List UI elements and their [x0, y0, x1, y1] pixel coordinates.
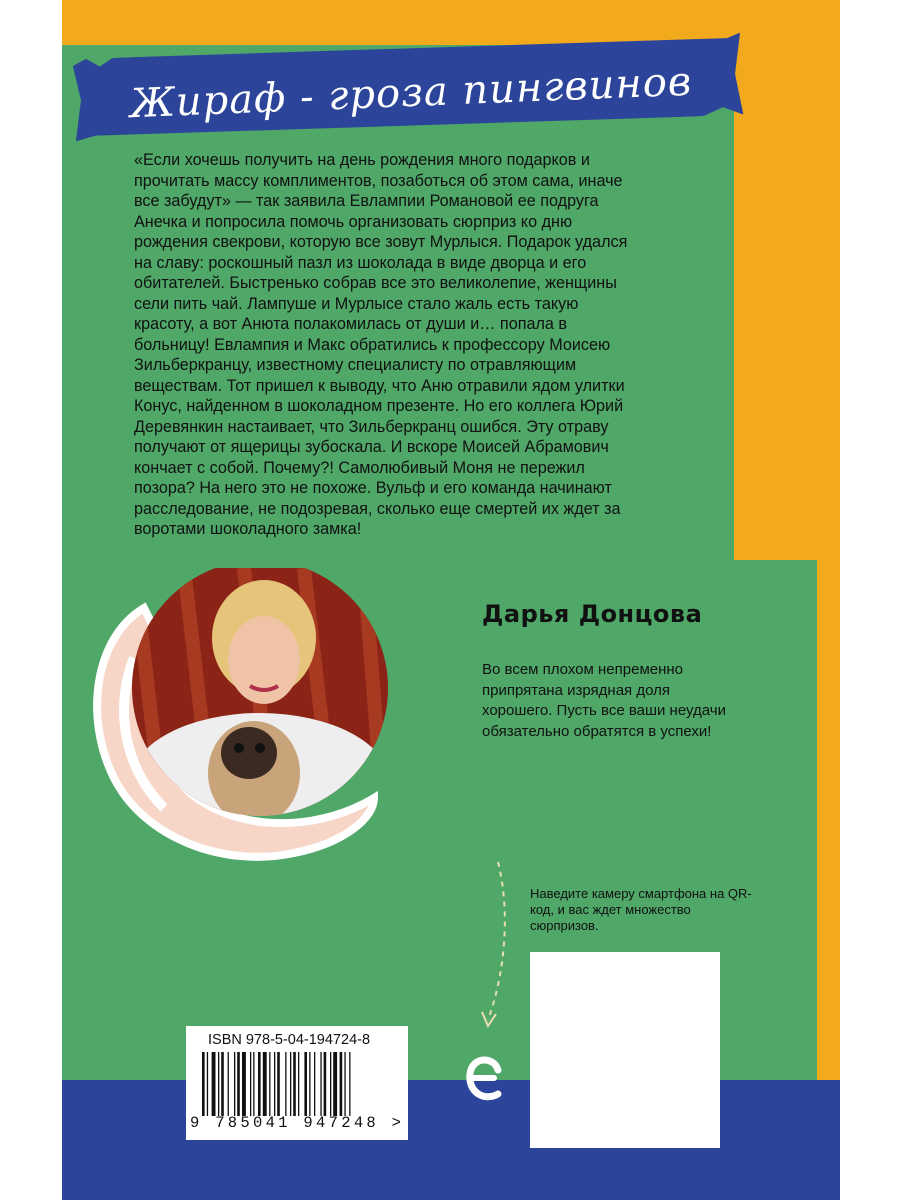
author-name: Дарья Донцова	[482, 600, 703, 628]
barcode-bar	[234, 1052, 235, 1116]
barcode-bar	[218, 1052, 219, 1116]
barcode-bar	[263, 1052, 267, 1116]
qr-instruction: Наведите камеру смартфона на QR-код, и вас ждет множество сюрпризов.	[530, 886, 752, 933]
barcode-bar	[253, 1052, 254, 1116]
dashed-arrow-icon	[476, 860, 516, 1040]
qr-code-area	[530, 952, 720, 1148]
barcode-bar	[221, 1052, 224, 1116]
barcode-bar	[269, 1052, 270, 1116]
barcode-bar	[320, 1052, 321, 1116]
barcode	[186, 1026, 408, 1140]
book-title: Жираф - гроза пингвинов	[129, 58, 693, 128]
author-block	[482, 600, 742, 742]
barcode-bar	[207, 1052, 208, 1116]
barcode-bar	[258, 1052, 261, 1116]
blurb-text: «Если хочешь получить на день рождения много подарков и прочитать массу комплиментов, позаботься об этом сама, иначе все забудут» — так заявила Евлампии Романовой ее подруга Анечка и попросила помочь организовать сюрприз ко дню рождения свекрови, которую все зовут Мурлыся. Подарок удался на славу: роскошный пазл из шоколада в виде дворца и его обитателей. Быстренько собрав все это великолепие, женщины сели пить чай. Лампуше и Мурлысе стало жаль есть такую красоту, а вот Анюта полакомилась от души и… попала в больницу! Евлампия и Макс обратились к профессору Моисею Зильберкранцу, известному специалисту по отравляющим веществам. Тот пришел к выводу, что Аню отравили ядом улитки Конус, найденном в шоколадном презенте. Но его коллега Юрий Деревянкин настаивает, что Зильберкранц ошибся. Эту отраву получают от ящерицы зубоскала. И вскоре Моисей Абрамович кончает с собой. Почему?! Самолюбивый Моня не пережил позора? На него это не похоже. Вульф и его команда начинают расследование, не подозревая, сколько еще смертей их ждет за воротами шоколадного замка!	[134, 151, 628, 538]
isbn-label: ISBN 978-5-04-194724-8	[208, 1032, 371, 1048]
barcode-bar	[330, 1052, 331, 1116]
barcode-bar	[277, 1052, 280, 1116]
barcode-bar	[250, 1052, 251, 1116]
book-blurb	[134, 150, 634, 540]
barcode-bar	[202, 1052, 205, 1116]
isbn-digits: 9 785041 947248 >	[190, 1114, 405, 1132]
barcode-bar	[242, 1052, 246, 1116]
barcode-bar	[285, 1052, 286, 1116]
barcode-bars	[202, 1052, 396, 1116]
blue-bottom-band	[62, 1080, 840, 1200]
barcode-bar	[228, 1052, 229, 1116]
barcode-bar	[274, 1052, 275, 1116]
barcode-bar	[304, 1052, 307, 1116]
barcode-bar	[349, 1052, 350, 1116]
eksmo-logo-icon	[464, 1050, 504, 1110]
barcode-bar	[333, 1052, 337, 1116]
author-photo	[74, 568, 394, 868]
author-quote: Во всем плохом непременно припрятана изрядная доля хорошего. Пусть все ваши неудачи обязательно обратятся в успехи!	[482, 661, 726, 740]
barcode-bar	[344, 1052, 345, 1116]
barcode-bar	[212, 1052, 216, 1116]
barcode-bar	[324, 1052, 327, 1116]
barcode-bar	[237, 1052, 240, 1116]
barcode-bar	[290, 1052, 291, 1116]
barcode-bar	[340, 1052, 343, 1116]
barcode-bar	[298, 1052, 299, 1116]
barcode-bar	[293, 1052, 296, 1116]
barcode-bar	[314, 1052, 315, 1116]
barcode-bar	[309, 1052, 310, 1116]
